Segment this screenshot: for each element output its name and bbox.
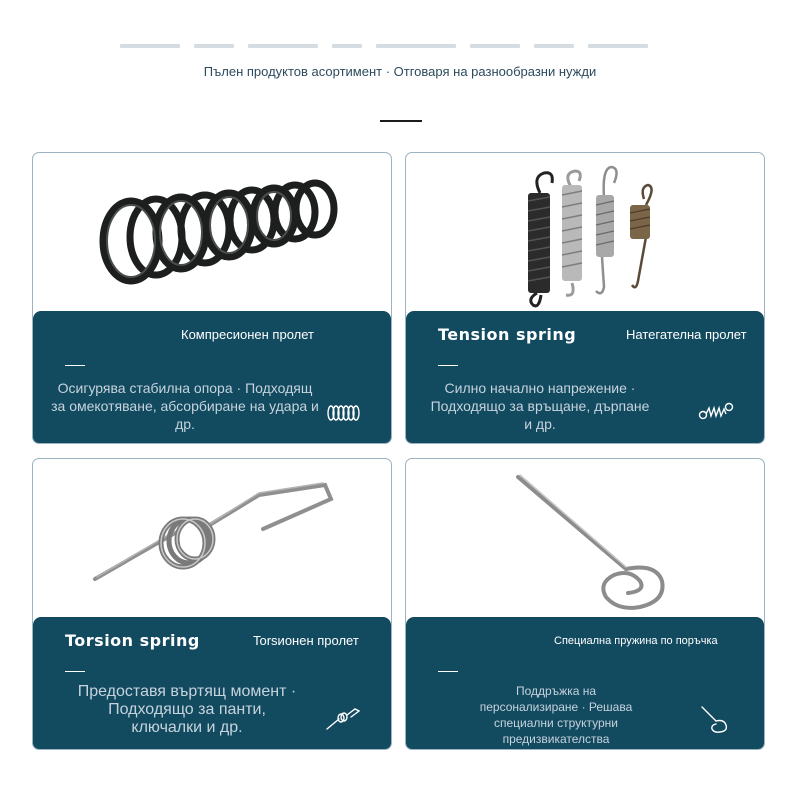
product-name-bg: Torsионен пролет bbox=[253, 633, 359, 648]
panel-dash bbox=[65, 365, 85, 366]
product-card-tension[interactable] bbox=[405, 152, 765, 444]
tension-springs-photo bbox=[406, 153, 764, 311]
product-name-bg: Компресионен пролет bbox=[181, 327, 314, 342]
compression-spring-photo bbox=[33, 153, 391, 311]
torsion-spring-photo bbox=[33, 459, 391, 617]
tension-spring-icon bbox=[698, 397, 734, 427]
product-description: Поддръжка на персонализиране · Решава специални структурни предизвикателства bbox=[479, 684, 633, 746]
torsion-spring-icon bbox=[325, 703, 361, 733]
product-info-panel bbox=[406, 311, 764, 444]
custom-wire-spring-photo bbox=[406, 459, 764, 617]
product-description: Предоставя въртящ момент · Подходящо за панти, ключалки и др. bbox=[77, 683, 297, 736]
product-card-custom[interactable] bbox=[405, 458, 765, 750]
product-name-en: Torsion spring bbox=[65, 631, 200, 650]
product-name-en: Tension spring bbox=[438, 325, 577, 344]
page-subtitle: Пълен продуктов асортимент · Отговаря на разнообразни нужди bbox=[203, 64, 597, 79]
panel-dash bbox=[65, 671, 85, 672]
product-card-compression[interactable] bbox=[32, 152, 392, 444]
custom-spring-icon bbox=[698, 703, 734, 733]
product-description: Силно начално напрежение · Подходящо за връщане, дърпане и др. bbox=[430, 380, 650, 432]
product-name-bg: Натегателна пролет bbox=[626, 327, 747, 342]
product-info-panel bbox=[33, 617, 391, 750]
panel-dash bbox=[438, 365, 458, 366]
product-card-torsion[interactable] bbox=[32, 458, 392, 750]
compression-spring-icon bbox=[325, 397, 361, 427]
panel-dash bbox=[438, 671, 458, 672]
title-divider bbox=[380, 120, 422, 122]
product-info-panel bbox=[33, 311, 391, 444]
product-info-panel bbox=[406, 617, 764, 750]
product-name-bg: Специална пружина по поръчка bbox=[554, 635, 718, 647]
product-description: Осигурява стабилна опора · Подходящ за омекотяване, абсорбиране на удара и др. bbox=[51, 380, 319, 432]
header-faded-title bbox=[120, 44, 680, 54]
